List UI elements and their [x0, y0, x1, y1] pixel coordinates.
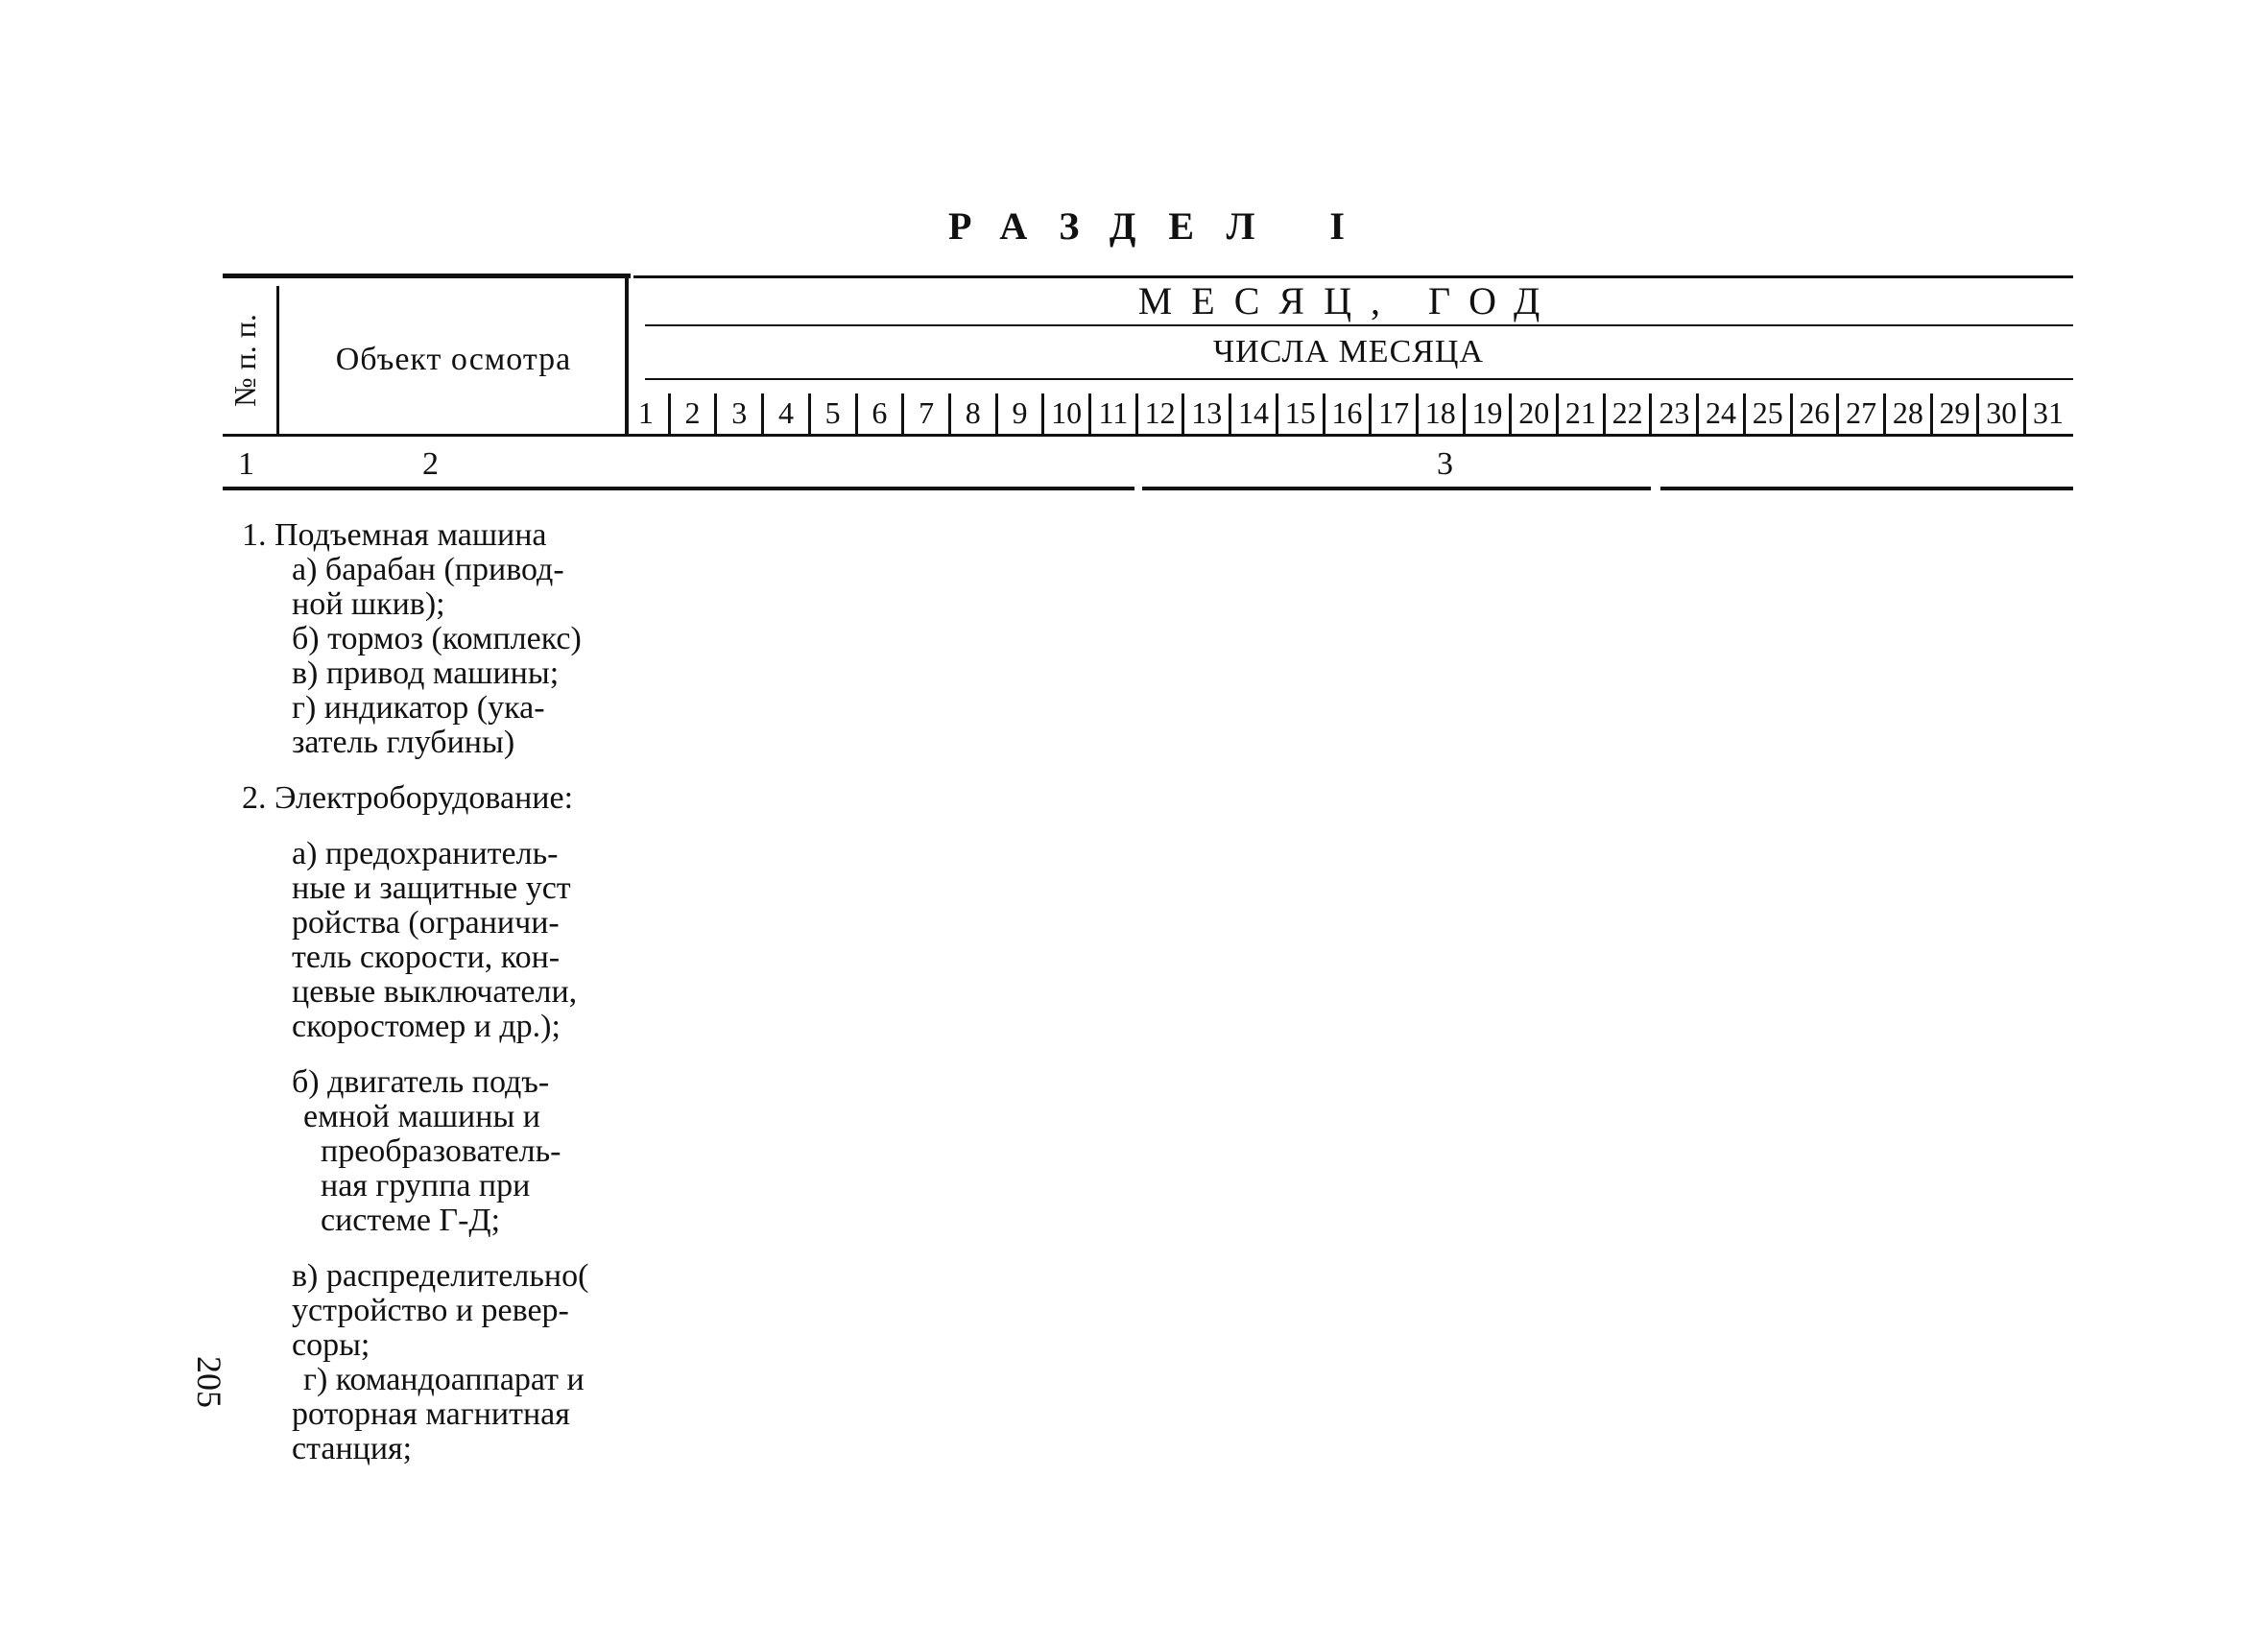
column-number-3: 3: [1437, 446, 1453, 482]
sub-line: преобразователь-: [321, 1133, 561, 1169]
day-cell: 21: [1556, 393, 1603, 436]
sub-line: соры;: [292, 1327, 370, 1363]
colnum-bottom-rule-1: [223, 487, 1134, 490]
section-title: РАЗДЕЛ I: [948, 204, 1377, 248]
sub-line: ной шкив);: [292, 586, 445, 622]
sub-line: а) барабан (привод-: [292, 552, 564, 587]
day-cell: 14: [1229, 393, 1276, 436]
sub-line: ная группа при: [321, 1168, 531, 1203]
sub-line: системе Г-Д;: [321, 1203, 501, 1238]
sub-line: в) распределительно(: [292, 1258, 589, 1294]
day-cell: 2: [668, 393, 715, 436]
header-vrule-1: [276, 286, 279, 435]
item-subgroup-d: [242, 1363, 645, 1466]
colnum-bottom-rule-2: [1142, 487, 1651, 490]
page-number-label: 205: [190, 1356, 228, 1408]
sub-line: в) привод машины;: [292, 655, 560, 691]
item-number: 1.: [242, 517, 267, 553]
day-cell: 25: [1743, 393, 1790, 436]
day-cell: 29: [1930, 393, 1977, 436]
day-cell: 9: [995, 393, 1042, 436]
day-cell: 30: [1976, 393, 2023, 436]
day-cell: 22: [1603, 393, 1650, 436]
sub-line: г) командоаппарат и: [303, 1362, 585, 1397]
item-title: Подъемная машина: [275, 517, 547, 553]
sub-line: б) тормоз (комплекс): [292, 621, 582, 656]
page-number: [180, 1356, 238, 1408]
item-head: [242, 781, 645, 816]
day-cell: 10: [1041, 393, 1088, 436]
item-subgroup-c: [242, 1259, 645, 1363]
day-cell: 27: [1836, 393, 1883, 436]
sub-line: ройства (ограничи-: [292, 905, 560, 941]
day-cell: 15: [1276, 393, 1323, 436]
day-cell: 26: [1790, 393, 1837, 436]
day-cell: 18: [1416, 393, 1463, 436]
column-number-1: 1: [238, 446, 254, 482]
day-cell: 23: [1649, 393, 1696, 436]
sub-line: г) индикатор (ука-: [292, 690, 545, 726]
day-cell: 31: [2023, 393, 2070, 436]
sub-line: роторная магнитная: [292, 1396, 570, 1432]
sub-line: скоростомер и др.);: [292, 1009, 561, 1044]
list-item: [242, 781, 645, 1466]
day-cell: 24: [1696, 393, 1743, 436]
item-head: [242, 518, 645, 553]
header-number-label: № п. п.: [227, 313, 262, 407]
sub-line: станция;: [292, 1431, 413, 1466]
day-cell: 1: [637, 395, 654, 430]
sub-line: цевые выключатели,: [292, 974, 578, 1010]
header-days-title-rule: [645, 378, 2073, 380]
inspection-items: [242, 518, 645, 1466]
sub-line: б) двигатель подъ-: [292, 1064, 550, 1100]
day-cell: 3: [714, 393, 761, 436]
sub-line: емной машины и: [303, 1099, 540, 1134]
header-number-cell: [221, 293, 269, 427]
sub-line: ные и защитные уст: [292, 870, 571, 906]
column-number-2: 2: [422, 446, 439, 482]
item-sublist: [242, 553, 645, 760]
day-cell: 11: [1088, 393, 1135, 436]
day-cell: 7: [901, 393, 948, 436]
sub-line: а) предохранитель-: [292, 836, 559, 871]
header-days-title: ЧИСЛА МЕСЯЦА: [1212, 334, 1485, 369]
sub-line: затель глубины): [292, 725, 515, 760]
day-cell: 6: [855, 393, 902, 436]
day-cell: 20: [1509, 393, 1556, 436]
day-cell: 12: [1135, 393, 1182, 436]
item-number: 2.: [242, 780, 267, 816]
header-object-label: Объект осмотра: [335, 342, 572, 377]
colnum-bottom-rule-3: [1660, 487, 2073, 490]
day-cell: 13: [1182, 393, 1229, 436]
sub-line: устройство и ревер-: [292, 1293, 569, 1328]
day-cell: 28: [1883, 393, 1930, 436]
item-subgroup-b: [242, 1065, 645, 1238]
day-cell: 16: [1323, 393, 1370, 436]
day-cell: 8: [948, 393, 995, 436]
day-cell: 5: [808, 393, 855, 436]
header-month-year: МЕСЯЦ, ГОД: [1137, 279, 1560, 322]
day-cell: 4: [761, 393, 808, 436]
day-cell: 17: [1369, 393, 1416, 436]
item-subgroup-a: [242, 837, 645, 1044]
list-item: [242, 518, 645, 760]
header-top-rule-left: [223, 274, 631, 278]
item-title: Электроборудование:: [275, 780, 574, 816]
day-cell: 19: [1463, 393, 1510, 436]
sub-line: тель скорости, кон-: [292, 940, 561, 975]
days-row: [624, 393, 2070, 436]
